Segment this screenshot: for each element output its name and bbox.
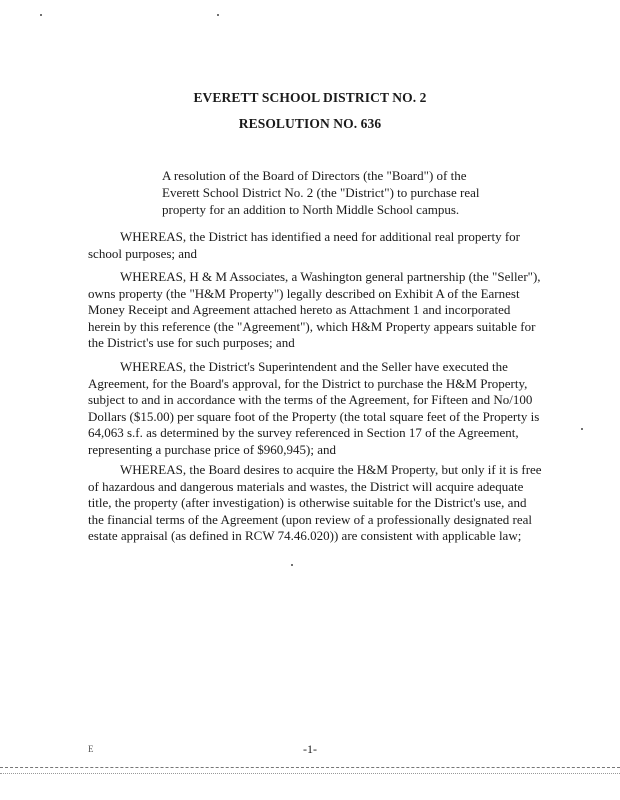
resolution-number: RESOLUTION NO. 636 [238,116,382,131]
resolution-abstract: A resolution of the Board of Directors (the "Board") of the Everett School District No. 2 (the "District") to purchase real property for an addition to North Middle School campus. [162,168,480,217]
whereas-paragraph-3 [88,359,544,458]
whereas-paragraph-4 [88,462,544,545]
whereas-paragraph-2 [88,269,544,352]
paragraph-text: WHEREAS, the Board desires to acquire the H&M Property, but only if it is free of hazardous and dangerous materials and wastes, the District will acquire adequate title, the property (after investigation) is otherwise suitable for the District's use, and the financial terms of the Agreement (upon review of a professionally designated real estate appraisal (as defined in RCW 74.46.020)) are consistent with applicable law; [88,462,542,543]
speck [291,564,293,566]
whereas-paragraph-1 [88,229,544,262]
footer-mark: E [88,744,94,754]
scan-edge-line [0,773,620,774]
paragraph-text: WHEREAS, H & M Associates, a Washington general partnership (the "Seller"), owns property (the "H&M Property") legally described on Exhibit A of the Earnest Money Receipt and Agreement attached hereto as Attachment 1 and incorporated herein by this reference (the "Agreement"), which H&M Property appears suitable for the District's use for such purposes; and [88,269,541,350]
speck [40,14,42,16]
paragraph-text: WHEREAS, the District has identified a need for additional real property for school purposes; and [88,229,520,261]
page-number: -1- [303,742,317,756]
document-title: EVERETT SCHOOL DISTRICT NO. 2 [193,90,427,105]
scan-edge-line [0,767,620,768]
speck [217,14,219,16]
paragraph-text: WHEREAS, the District's Superintendent and the Seller have executed the Agreement, for the Board's approval, for the District to purchase the H&M Property, subject to and in accordance with the terms of the Agreement, for Fifteen and No/100 Dollars ($15.00) per square foot of the Property (the total square feet of the Property is 64,063 s.f. as determined by the survey referenced in Section 17 of the Agreement, representing a purchase price of $960,945); and [88,359,540,457]
speck [581,428,583,430]
